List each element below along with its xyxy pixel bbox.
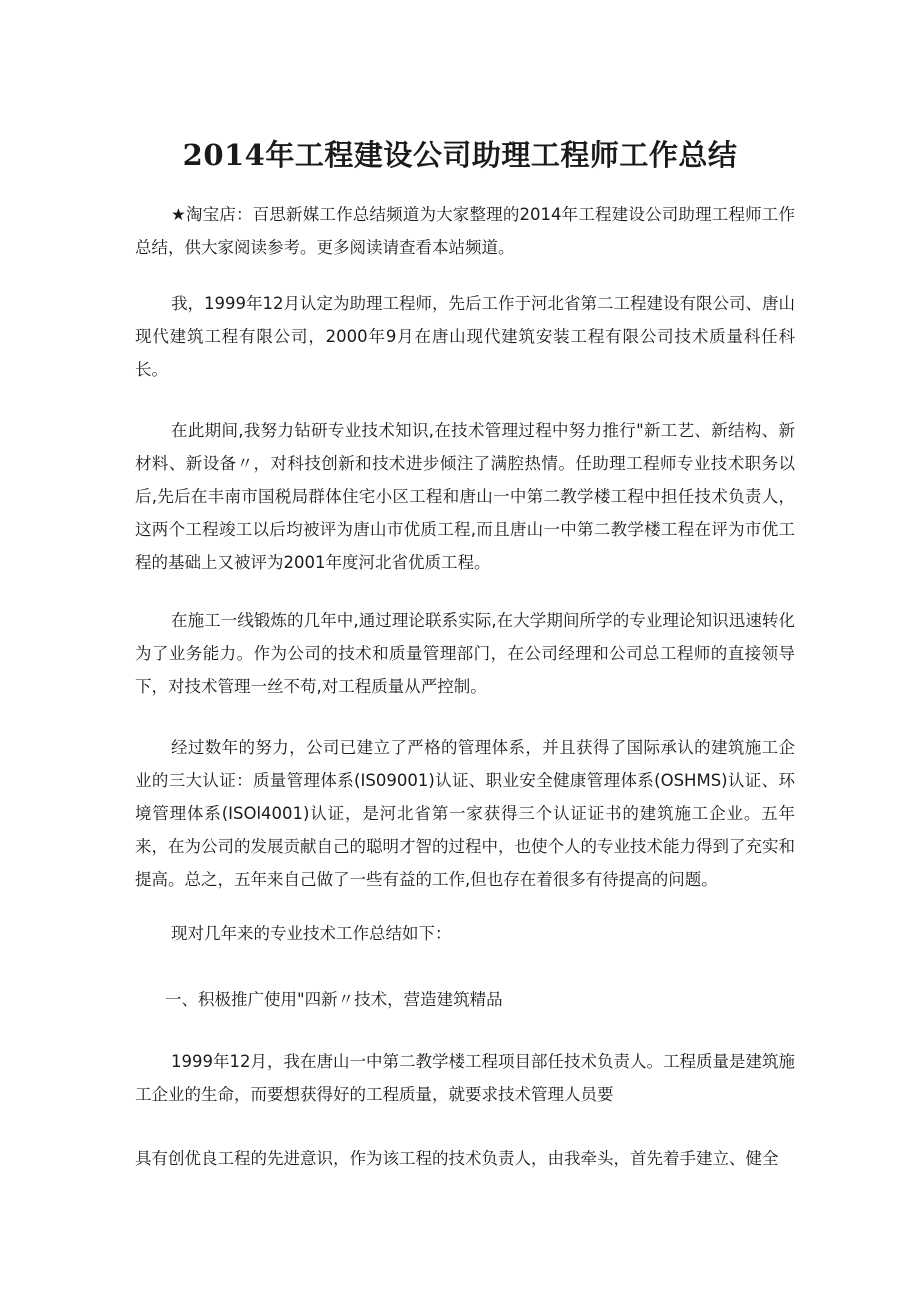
- paragraph-technical-work: 在此期间,我努力钻研专业技术知识,在技术管理过程中努力推行"新工艺、新结构、新材料、新设备〃，对科技创新和技术进步倾注了满腔热情。任助理工程师专业技术职务以后,先后在丰南市国税局群体住宅小区工程和唐山一中第二教学楼工程中担任技术负责人，这两个工程竣工以后均被评为唐山市优质工程,而且唐山一中第二教学楼工程在评为市优工程的基础上又被评为2001年度河北省优质工程。: [135, 421, 795, 572]
- document-title: 2014年工程建设公司助理工程师工作总结: [182, 138, 738, 172]
- paragraph-certification: 经过数年的努力，公司已建立了严格的管理体系，并且获得了国际承认的建筑施工企业的三大认证：质量管理体系(IS09001)认证、职业安全健康管理体系(OSHMS)认证、环境管理体系(ISOl4001)认证，是河北省第一家获得三个认证证书的建筑施工企业。五年来，在为公司的发展贡献自己的聪明才智的过程中，也使个人的专业技术能力得到了充实和提高。总之，五年来自己做了一些有益的工作,但也存在着很多有待提高的问题。: [135, 738, 795, 889]
- paragraph-field-experience: 在施工一线锻炼的几年中,通过理论联系实际,在大学期间所学的专业理论知识迅速转化为了业务能力。作为公司的技术和质量管理部门，在公司经理和公司总工程师的直接领导下，对技术管理一丝不苟,对工程质量从严控制。: [135, 611, 795, 696]
- paragraph-continuation: 具有创优良工程的先进意识，作为该工程的技术负责人，由我牵头，首先着手建立、健全: [135, 1149, 779, 1168]
- section-heading-1: 一、积极推广使用"四新〃技术，营造建筑精品: [165, 990, 503, 1009]
- paragraph-summary-intro: 现对几年来的专业技术工作总结如下：: [171, 924, 452, 943]
- paragraph-intro: ★淘宝店：百思新媒工作总结频道为大家整理的2014年工程建设公司助理工程师工作总结，供大家阅读参考。更多阅读请查看本站频道。: [135, 205, 795, 257]
- paragraph-career: 我，1999年12月认定为助理工程师，先后工作于河北省第二工程建设有限公司、唐山现代建筑工程有限公司，2000年9月在唐山现代建筑安装工程有限公司技术质量科任科长。: [135, 294, 795, 379]
- paragraph-section-1-body: 1999年12月，我在唐山一中第二教学楼工程项目部任技术负责人。工程质量是建筑施工企业的生命，而要想获得好的工程质量，就要求技术管理人员要: [135, 1052, 795, 1104]
